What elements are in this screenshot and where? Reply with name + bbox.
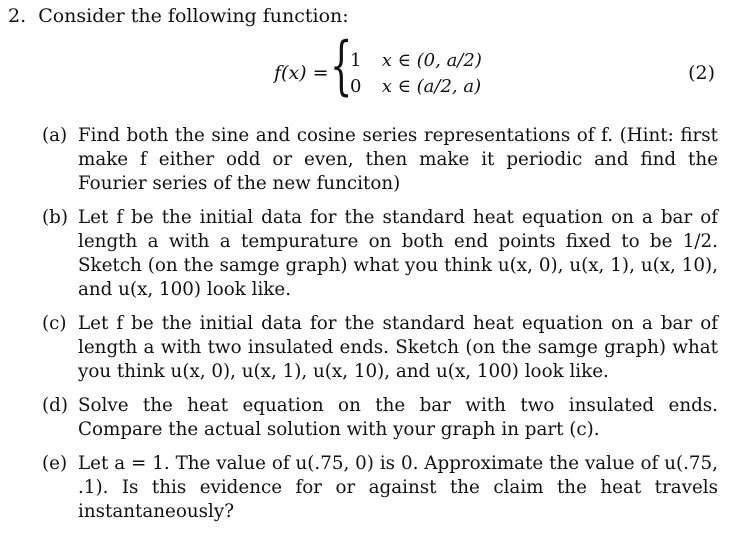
equation-lhs: f(x) = (274, 62, 329, 84)
part-a-text: Find both the sine and cosine series representations of f. (Hint: first make f either odd or even, then make it periodic and find the Fourier series of the new funciton) (78, 125, 718, 194)
equation-tag: (2) (688, 62, 715, 84)
case-2-condition: x ∈ (a/2, a) (381, 76, 482, 97)
part-b-label: (b) (42, 207, 68, 228)
part-d-text: Solve the heat equation on the bar with two insulated ends. Compare the actual solution with your graph in part (c). (78, 395, 718, 440)
case-1-condition: x ∈ (0, a/2) (381, 50, 482, 71)
part-e (18, 452, 718, 524)
part-c (18, 312, 718, 384)
left-brace: { (330, 29, 353, 103)
piecewise-equation (0, 29, 753, 108)
equation-case-1 (350, 50, 482, 72)
part-c-label: (c) (42, 313, 67, 334)
equation-case-2 (350, 76, 481, 98)
part-c-text: Let f be the initial data for the standard heat equation on a bar of length a with two insulated ends. Sketch (on the samge graph) what you think u(x, 0), u(x, 1), u(x, 10), and u(x, 100) look like. (78, 313, 718, 382)
part-d-label: (d) (42, 395, 68, 416)
part-e-text: Let a = 1. The value of u(.75, 0) is 0. Approximate the value of u(.75, .1). Is this evidence for or against the claim the heat travels instantaneously? (78, 453, 718, 522)
part-b-text: Let f be the initial data for the standard heat equation on a bar of length a with a tempurature on both end points fixed to be 1/2. Sketch (on the samge graph) what you think u(x, 0), u(x, 1), u(x, 10), and u(x, 100) look like. (78, 207, 718, 300)
part-a (18, 124, 718, 196)
part-a-label: (a) (42, 125, 68, 146)
part-b (18, 206, 718, 302)
part-e-label: (e) (42, 453, 68, 474)
question-parts (18, 124, 718, 534)
case-1-value: 1 (350, 50, 362, 71)
question-prompt: Consider the following function: (38, 5, 349, 27)
question-header (8, 4, 349, 28)
part-d (18, 394, 718, 442)
case-2-value: 0 (350, 76, 362, 97)
question-number: 2. (8, 5, 27, 27)
